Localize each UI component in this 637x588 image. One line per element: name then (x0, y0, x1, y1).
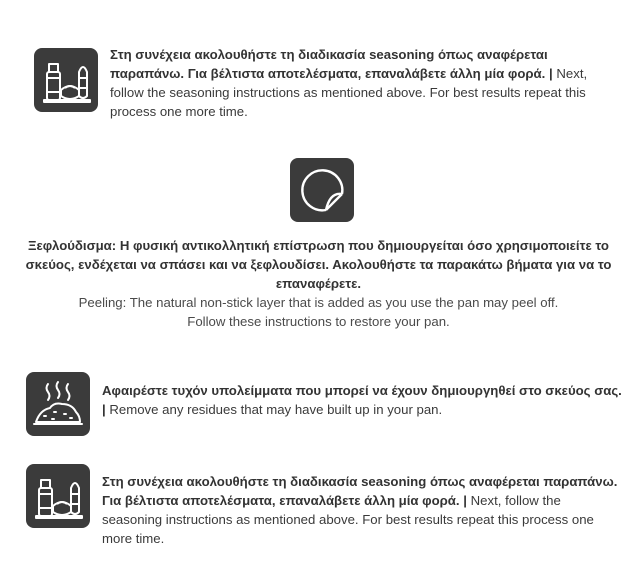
peeling-greek-label: Ξεφλούδισμα: (28, 238, 117, 253)
peeling-english-line-1: Peeling: The natural non-stick layer that is added as you use the pan may peel off. (78, 295, 559, 310)
step-3-separator: | (463, 493, 467, 508)
step-1-text (110, 45, 622, 121)
step-2-greek-text: Αφαιρέστε τυχόν υπολείμματα που μπορεί να έχουν δημιουργηθεί στο σκεύος σας. (102, 383, 622, 398)
step-3-english-text: Next, follow the seasoning instructions as mentioned above. For best results repeat this process one more time. (102, 493, 594, 546)
peeling-sticker-icon (290, 158, 354, 222)
spices-bottles-icon (34, 48, 98, 112)
step-1-english-text: Next, follow the seasoning instructions as mentioned above. For best results repeat this process one more time. (110, 66, 588, 119)
step-3-text (102, 472, 622, 548)
peeling-greek-text: Η φυσική αντικολλητική επίστρωση που δημιουργείται όσο χρησιμοποιείτε το σκεύος, ενδέχεται να σπάσει και να ξεφλουδίσει. Ακολουθήστε τα παρακάτω βήματα για να το επαναφέρετε. (25, 238, 612, 291)
step-2-english-text: Remove any residues that may have built up in your pan. (109, 402, 443, 417)
peeling-greek-paragraph (0, 236, 637, 293)
spices-bottles-icon (26, 464, 90, 528)
peeling-english-line-2: Follow these instructions to restore your pan. (187, 314, 450, 329)
step-2-separator: | (102, 402, 106, 417)
step-1-greek-text: Στη συνέχεια ακολουθήστε τη διαδικασία seasoning όπως αναφέρεται παραπάνω. Για βέλτιστα αποτελέσματα, επαναλάβετε άλλη μία φορά. (110, 47, 548, 81)
step-2-text (102, 381, 622, 419)
step-1-separator: | (549, 66, 553, 81)
step-3-greek-text: Στη συνέχεια ακολουθήστε τη διαδικασία seasoning όπως αναφέρεται παραπάνω. Για βέλτιστα αποτελέσματα, επαναλάβετε άλλη μία φορά. (102, 474, 618, 508)
steaming-residue-icon (26, 372, 90, 436)
peeling-description (0, 236, 637, 331)
